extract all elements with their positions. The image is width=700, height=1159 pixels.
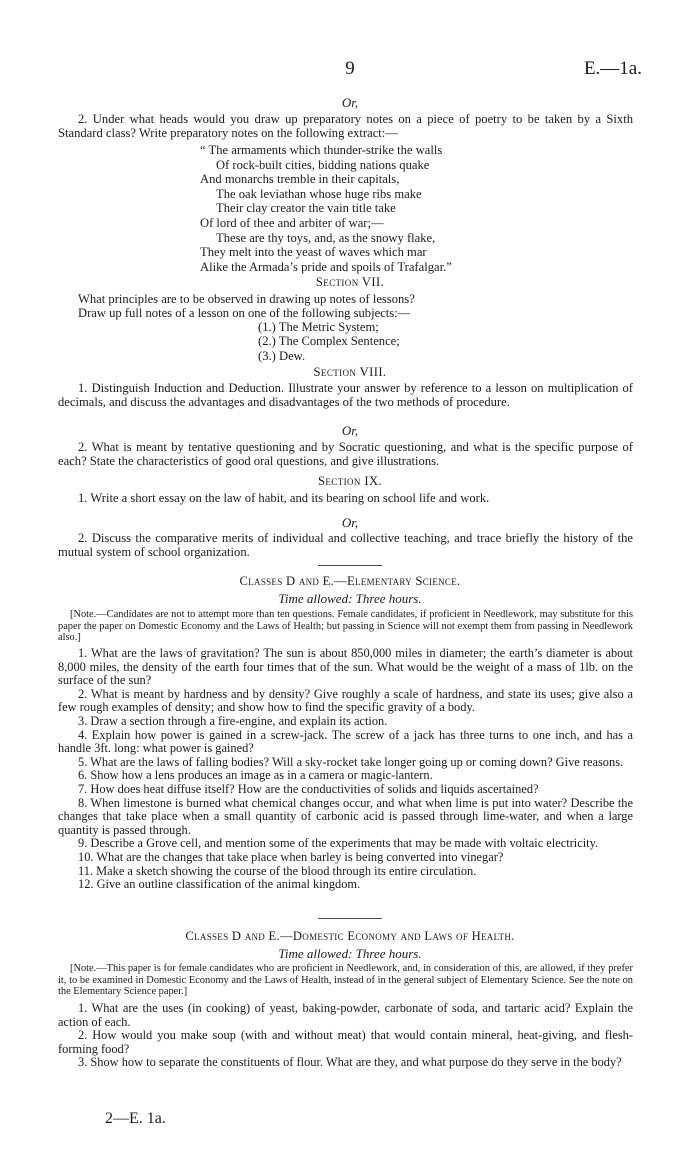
section-vii-line: Draw up full notes of a lesson on one of the following subjects:— [78,306,411,321]
section-ix-q2 [58,531,633,560]
science-heading: Classes D and E.—Elementary Science. [239,574,461,588]
list-item: (3.) Dew. [258,348,306,363]
domestic-note [58,963,633,998]
question-item: 12. Give an outline classification of the animal kingdom. [78,877,361,892]
signature-mark: 2—E. 1a. [105,1110,166,1127]
poem-extract [200,143,530,274]
poetry-question [58,112,633,141]
poem-line: Alike the Armada’s pride and spoils of Trafalgar.” [200,259,452,274]
question-item: 7. How does heat diffuse itself? How are the conductivities of solids and liquids ascertained? [78,781,539,796]
list-item: (1.) The Metric System; [258,320,379,334]
domestic-time-allowed: Time allowed: Three hours. [278,946,422,961]
question-item: 8. When limestone is burned what chemical changes occur, and what when lime is put into water? Describe the changes that take place when a small quantity of carbonic acid is passed through lime-water, and when a large quantity is passed through. [58,795,633,837]
question-item: 2. What is meant by hardness and by density? Give roughly a scale of hardness, and state its uses; give also a few rough examples of density; and show how to find the specific gravity of a body. [58,686,633,715]
poem-line: These are thy toys, and, as the snowy flake, [216,230,436,245]
question-item: 11. Make a sketch showing the course of the blood through its entire circulation. [78,863,477,878]
page-number: 9 [345,58,355,79]
poem-line: Their clay creator the vain title take [216,201,396,216]
poem-line: Of lord of thee and arbiter of war;— [200,215,384,230]
section-viii-q1 [58,381,633,410]
question-text: 2. Discuss the comparative merits of individual and collective teaching, and trace briefly the history of the mutual system of school organization. [58,531,633,560]
poem-line: The oak leviathan whose huge ribs make [216,186,422,201]
or-divider: Or, [341,95,359,110]
question-item: 6. Show how a lens produces an image as in a camera or magic-lantern. [78,768,433,783]
poem-line: “ The armaments which thunder-strike the walls [200,143,443,157]
science-time-allowed: Time allowed: Three hours. [278,591,422,606]
question-item: 10. What are the changes that take place when barley is being converted into vinegar? [78,849,504,864]
poem-line: Of rock-built cities, bidding nations quake [216,157,430,172]
question-item: 1. What are the laws of gravitation? The sun is about 850,000 miles in diameter; the earth’s diameter is about 8,000 miles, the density of the earth four times that of the sun. What would be the weight of a mass of 1lb. on the surface of the sun? [58,646,633,688]
section-rule [318,918,382,919]
question-item: 4. Explain how power is gained in a screw-jack. The screw of a jack has three turns to one inch, and has a handle 3ft. long: what power is gained? [58,727,633,756]
question-item: 1. What are the uses (in cooking) of yeast, baking-powder, carbonate of soda, and tartaric acid? Explain the action of each. [58,1001,633,1029]
question-item: 5. What are the laws of falling bodies? Will a sky-rocket take longer going up or coming down? Give reasons. [78,754,624,769]
section-vii-line: What principles are to be observed in drawing up notes of lessons? [78,292,415,306]
question-item: 2. How would you make soup (with and without meat) that would contain mineral, heat-giving, and flesh-forming food? [58,1028,633,1056]
science-note [58,609,633,644]
question-text: 2. What is meant by tentative questioning and by Socratic questioning, and what is the specific purpose of each? State the characteristics of good oral questions, and give illustrations. [58,440,633,469]
section-ix-title: Section IX. [318,474,382,488]
note-text: [Note.—Candidates are not to attempt more than ten questions. Female candidates, if proficient in Needlework, may substitute for this paper the paper on Domestic Economy and the Laws of Health; but passing in Science will not exempt them from passing in Needlework also.] [58,609,633,644]
section-vii-text [58,292,633,321]
question-text: 1. Write a short essay on the law of habit, and its bearing on school life and work. [78,491,490,505]
domestic-questions [58,1002,633,1070]
question-text: 1. Distinguish Induction and Deduction. Illustrate your answer by reference to a lesson on multiplication of decimals, and discuss the advantages and disadvantages of the two methods of procedure. [58,381,633,410]
section-ix-q1 [58,491,633,505]
science-questions [58,647,633,892]
poem-line: They melt into the yeast of waves which mar [200,245,427,260]
section-vii-title: Section VII. [315,275,385,289]
section-rule [318,565,382,566]
question-text: 2. Under what heads would you draw up preparatory notes on a piece of poetry to be taken by a Sixth Standard class? Write preparatory notes on the following extract:— [58,112,633,141]
list-item: (2.) The Complex Sentence; [258,334,400,349]
section-viii-q2 [58,440,633,469]
question-item: 9. Describe a Grove cell, and mention some of the experiments that may be made with voltaic electricity. [78,836,599,851]
note-text: [Note.—This paper is for female candidates who are proficient in Needlework, and, in consideration of this, are allowed, if they prefer it, to be examined in Domestic Economy and the Laws of Health, instead of in the general subject of Elementary Science. See the note on the Elementary Science paper.] [58,963,633,998]
or-divider: Or, [341,423,359,438]
question-item: 3. Draw a section through a fire-engine, and explain its action. [78,713,388,728]
section-viii-title: Section VIII. [313,365,387,379]
domestic-heading: Classes D and E.—Domestic Economy and Laws of Health. [185,929,515,943]
or-divider: Or, [341,515,359,530]
poem-line: And monarchs tremble in their capitals, [200,172,400,187]
subject-list [258,320,400,363]
question-item: 3. Show how to separate the constituents of flour. What are they, and what purpose do they serve in the body? [78,1055,622,1070]
document-reference: E.—1a. [583,58,642,79]
